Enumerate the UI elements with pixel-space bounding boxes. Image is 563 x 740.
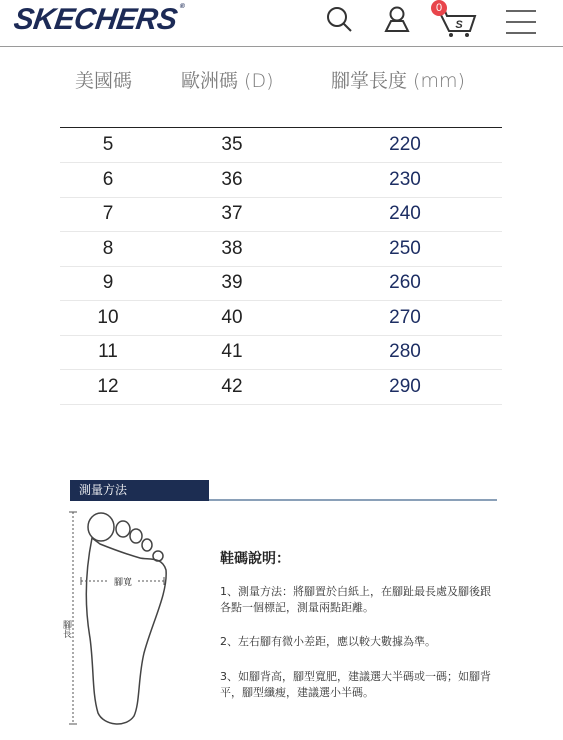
eu-size-cell: 42 (221, 376, 243, 397)
us-size-cell: 10 (97, 307, 119, 328)
guide-divider (209, 499, 497, 501)
foot-width-label: 腳寬 (113, 578, 133, 588)
length-cell: 290 (389, 376, 421, 397)
length-cell: 230 (389, 169, 421, 190)
skechers-logo[interactable]: SKECHERS® (11, 3, 185, 36)
eu-size-cell: 36 (221, 169, 243, 190)
eu-size-cell: 37 (221, 203, 243, 224)
length-cell: 270 (389, 307, 421, 328)
notes-title: 鞋碼說明： (220, 551, 290, 567)
table-row (60, 197, 502, 232)
guide-title: 測量方法 (70, 480, 209, 501)
cart-count-badge: 0 (431, 0, 447, 16)
length-cell: 250 (389, 238, 421, 259)
header-foot-length: 腳掌長度 (mm) (331, 70, 465, 92)
note-item: 1、測量方法：將腳置於白紙上，在腳趾最長處及腳後跟各點一個標記，測量兩點距離。 (220, 585, 491, 614)
us-size-cell: 5 (102, 134, 114, 155)
site-header (0, 0, 563, 47)
eu-size-cell: 39 (221, 272, 243, 293)
table-row (60, 266, 502, 301)
table-row (60, 370, 502, 405)
note-item: 2、左右腳有微小差距，應以較大數據為準。 (220, 635, 436, 648)
length-cell: 240 (389, 203, 421, 224)
note-item: 3、如腳背高，腳型寬肥，建議選大半碼或一碼；如腳背平，腳型纖瘦，建議選小半碼。 (220, 670, 491, 699)
us-size-cell: 9 (102, 272, 114, 293)
table-row (60, 232, 502, 267)
table-row (60, 128, 502, 163)
foot-diagram (61, 508, 176, 730)
svg-text:S: S (455, 19, 463, 31)
us-size-cell: 11 (98, 341, 118, 362)
table-row (60, 335, 502, 370)
us-size-cell: 6 (102, 169, 114, 190)
us-size-cell: 12 (97, 376, 119, 397)
length-cell: 220 (389, 134, 421, 155)
user-icon[interactable] (383, 4, 413, 34)
us-size-cell: 8 (102, 238, 114, 259)
eu-size-cell: 35 (221, 134, 243, 155)
eu-size-cell: 40 (221, 307, 243, 328)
header-eu-size: 歐洲碼 (D) (181, 70, 274, 92)
menu-icon[interactable] (505, 9, 537, 35)
header-us-size: 美國碼 (75, 70, 133, 92)
eu-size-cell: 41 (221, 341, 243, 362)
length-cell: 280 (389, 341, 421, 362)
logo-text: SKECHERS (11, 3, 180, 36)
foot-length-label: 腳長 (61, 620, 71, 638)
us-size-cell: 7 (102, 203, 114, 224)
length-cell: 260 (389, 272, 421, 293)
eu-size-cell: 38 (221, 238, 243, 259)
search-icon[interactable] (325, 4, 355, 34)
table-row (60, 301, 502, 336)
table-row (60, 163, 502, 198)
